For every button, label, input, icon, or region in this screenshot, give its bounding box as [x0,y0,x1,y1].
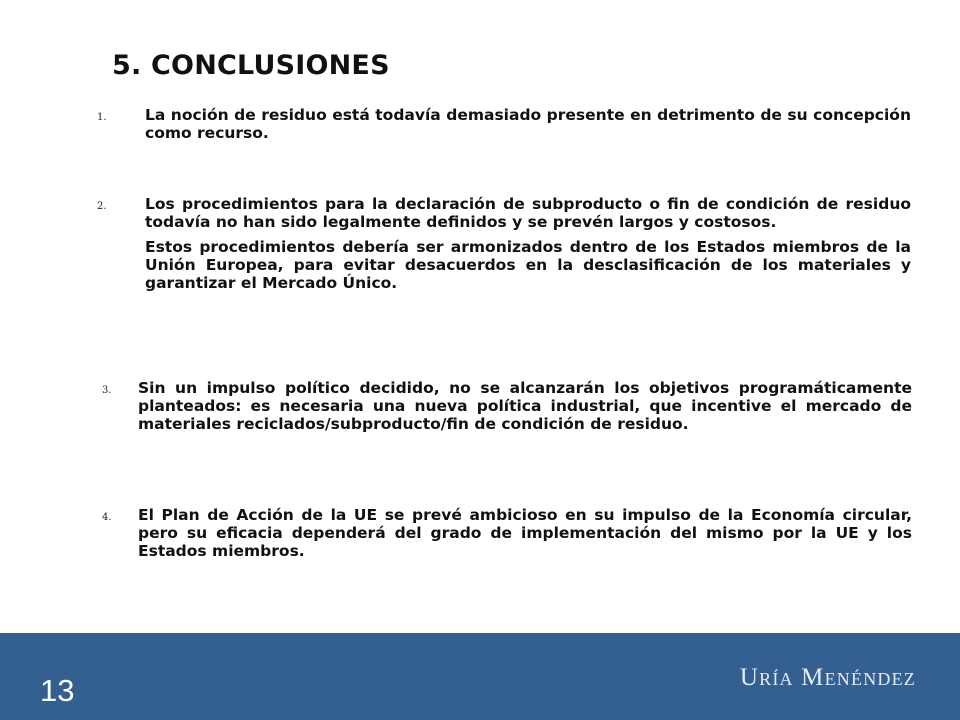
item-text: El Plan de Acción de la UE se prevé ambicioso en su impulso de la Economía circular, pero su eficacia dependerá del grado de implementación del mismo por la UE y los Estados miembros. [138,506,912,560]
page-number: 13 [40,673,75,708]
conclusion-item-2 [97,195,960,292]
item-number: 4. [102,512,112,523]
conclusion-item-3 [102,379,960,433]
item-number: 1. [97,112,107,123]
item-number: 3. [102,385,112,396]
item-text: Sin un impulso político decidido, no se alcanzarán los objetivos programáticamente planteados: es necesaria una nueva política industrial, que incentive el mercado de materiales reciclados/subproducto/fin de condición de residuo. [138,379,912,433]
slide-title: 5. CONCLUSIONES [112,50,390,81]
item-number: 2. [97,201,107,212]
conclusion-item-4 [102,506,960,560]
company-logo: Uría Menéndez [739,664,916,691]
item-text: La noción de residuo está todavía demasiado presente en detrimento de su concepción como recurso. [145,106,911,142]
item-text: Los procedimientos para la declaración de subproducto o fin de condición de residuo todavía no han sido legalmente definidos y se prevén largos y costosos. [145,195,911,231]
conclusion-item-1 [97,106,960,142]
footer-bar [0,633,960,720]
item-text-continuation: Estos procedimientos debería ser armonizados dentro de los Estados miembros de la Unión Europea, para evitar desacuerdos en la desclasificación de los materiales y garantizar el Mercado Único. [145,238,911,292]
